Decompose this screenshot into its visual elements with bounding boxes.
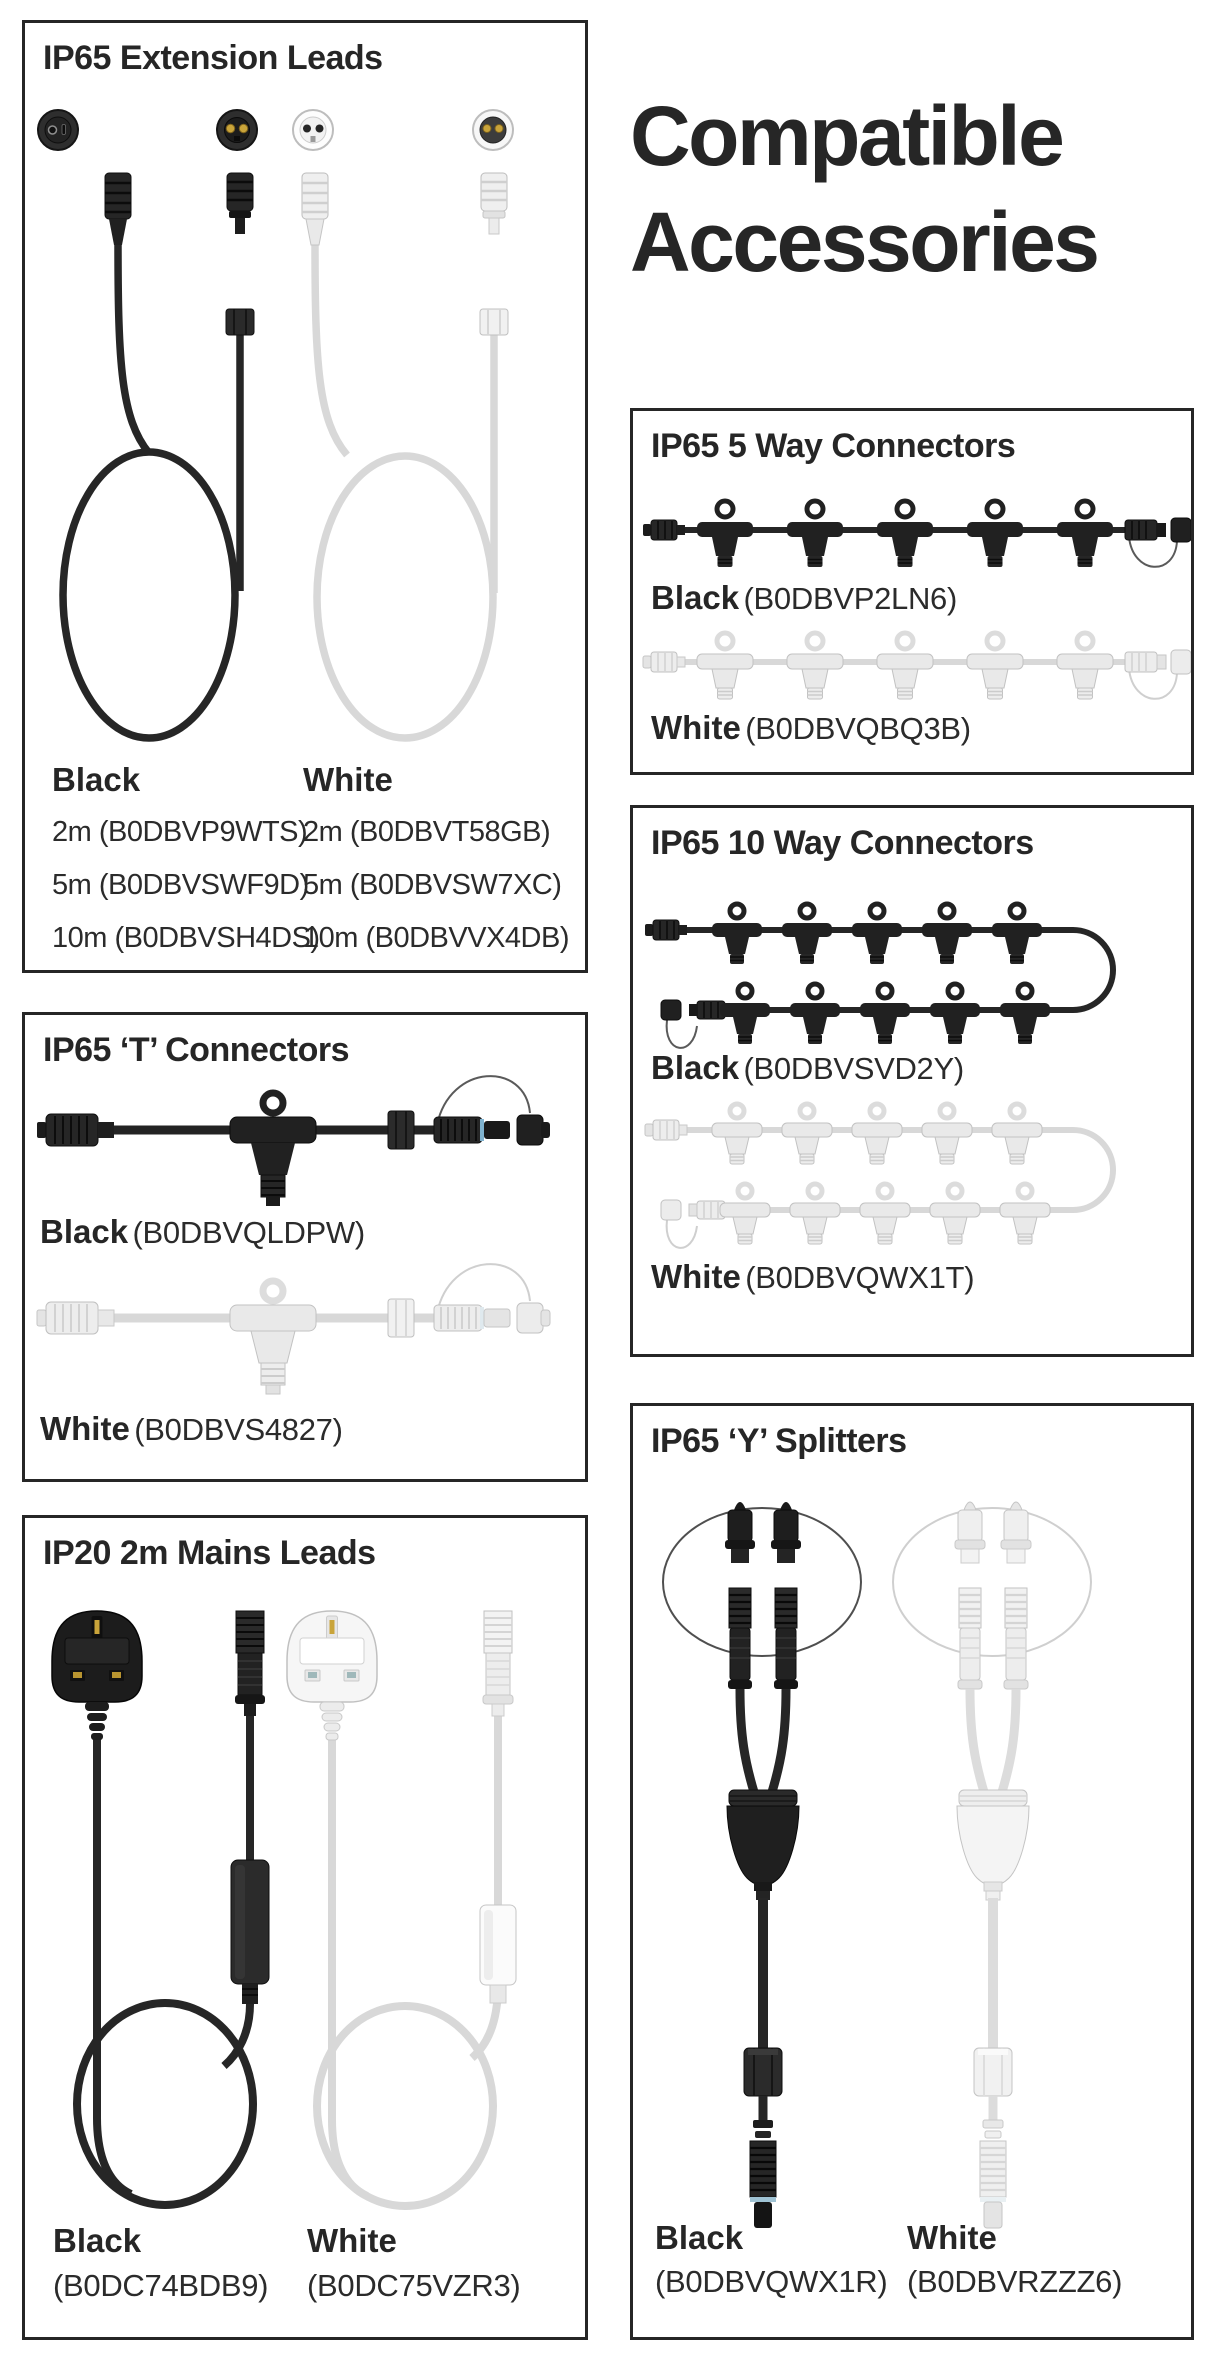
y-splitter-white: [893, 1502, 1091, 2228]
extension-black-item: 10m (B0DBVSH4DS): [52, 922, 320, 954]
five-way-black-code: (B0DBVP2LN6): [743, 581, 958, 616]
five-way-white-line: [651, 711, 971, 744]
mains-black-label: Black: [53, 2222, 142, 2259]
five-way-white-label: White: [651, 709, 741, 746]
ten-way-black-chain: [645, 904, 1113, 1048]
page-title-line-2: Accessories: [630, 194, 1098, 289]
panel-extension-leads: [22, 20, 588, 973]
white-lead-plug-b: [480, 173, 508, 335]
black-lead-plug-a: [105, 173, 131, 245]
t-connectors-black-code: (B0DBVQLDPW): [132, 1215, 365, 1250]
five-way-black-label: Black: [651, 579, 740, 616]
ten-way-white-chain: [645, 1104, 1113, 1248]
t-connectors-white-line: [40, 1412, 343, 1445]
ten-way-black-line: [651, 1051, 964, 1084]
page-title: [630, 84, 1196, 296]
y-splitters-black-code: (B0DBVQWX1R): [655, 2264, 888, 2299]
section-title-five-way: IP65 5 Way Connectors: [651, 427, 1016, 465]
panel-mains-leads: [22, 1515, 588, 2340]
panel-five-way-connectors: [630, 408, 1194, 775]
y-splitters-black-label: Black: [655, 2219, 744, 2256]
ten-way-white-code: (B0DBVQWX1T): [745, 1260, 975, 1295]
five-way-black-line: [651, 581, 957, 614]
t-connectors-white-code: (B0DBVS4827): [134, 1412, 343, 1447]
t-connector-white: [37, 1264, 550, 1394]
y-splitters-white-label: White: [907, 2219, 997, 2256]
mains-white-code: (B0DC75VZR3): [307, 2268, 521, 2303]
five-way-white-chain: [643, 633, 1191, 699]
panel-ten-way-connectors: [630, 805, 1194, 1357]
section-title-extension-leads: IP65 Extension Leads: [43, 39, 383, 77]
ten-way-black-code: (B0DBVSVD2Y): [743, 1051, 964, 1086]
extension-black-label: Black: [52, 761, 141, 798]
white-male-connector-face-icon: [473, 110, 513, 150]
section-title-mains-leads: IP20 2m Mains Leads: [43, 1534, 376, 1572]
section-title-ten-way: IP65 10 Way Connectors: [651, 824, 1034, 862]
mains-black-code: (B0DC74BDB9): [53, 2268, 269, 2303]
mains-leads-graphic: [25, 1518, 585, 2337]
white-female-connector-face-icon: [293, 110, 333, 150]
t-connectors-black-line: [40, 1215, 365, 1248]
section-title-t-connectors: IP65 ‘T’ Connectors: [43, 1031, 350, 1069]
five-way-white-code: (B0DBVQBQ3B): [745, 711, 971, 746]
extension-black-item: 5m (B0DBVSWF9D): [52, 869, 309, 901]
white-uk-plug: [287, 1611, 377, 1740]
panel-y-splitters: [630, 1403, 1194, 2340]
panel-t-connectors: [22, 1012, 588, 1482]
extension-white-item: 5m (B0DBVSW7XC): [303, 869, 562, 901]
ten-way-white-line: [651, 1260, 974, 1293]
t-connectors-black-label: Black: [40, 1213, 129, 1250]
page-title-line-1: Compatible: [630, 89, 1063, 183]
t-connector-black: [37, 1076, 550, 1206]
section-title-y-splitters: IP65 ‘Y’ Splitters: [651, 1422, 907, 1460]
black-lead-plug-b: [226, 173, 254, 335]
y-splitters-graphic: [633, 1406, 1191, 2337]
mains-white-label: White: [307, 2222, 397, 2259]
black-female-connector-face-icon: [38, 110, 78, 150]
ten-way-white-label: White: [651, 1258, 741, 1295]
black-uk-plug: [52, 1611, 142, 1740]
extension-white-item: 10m (B0DBVVX4DB): [303, 922, 569, 954]
white-lead-plug-a: [302, 173, 328, 245]
extension-white-label: White: [303, 761, 393, 798]
extension-white-item: 2m (B0DBVT58GB): [303, 816, 551, 848]
extension-black-item: 2m (B0DBVP9WTS): [52, 816, 308, 848]
five-way-black-chain: [643, 501, 1191, 567]
y-splitters-white-code: (B0DBVRZZZ6): [907, 2264, 1123, 2299]
y-splitter-black: [663, 1502, 861, 2228]
ten-way-black-label: Black: [651, 1049, 740, 1086]
t-connectors-white-label: White: [40, 1410, 130, 1447]
black-male-connector-face-icon: [217, 110, 257, 150]
